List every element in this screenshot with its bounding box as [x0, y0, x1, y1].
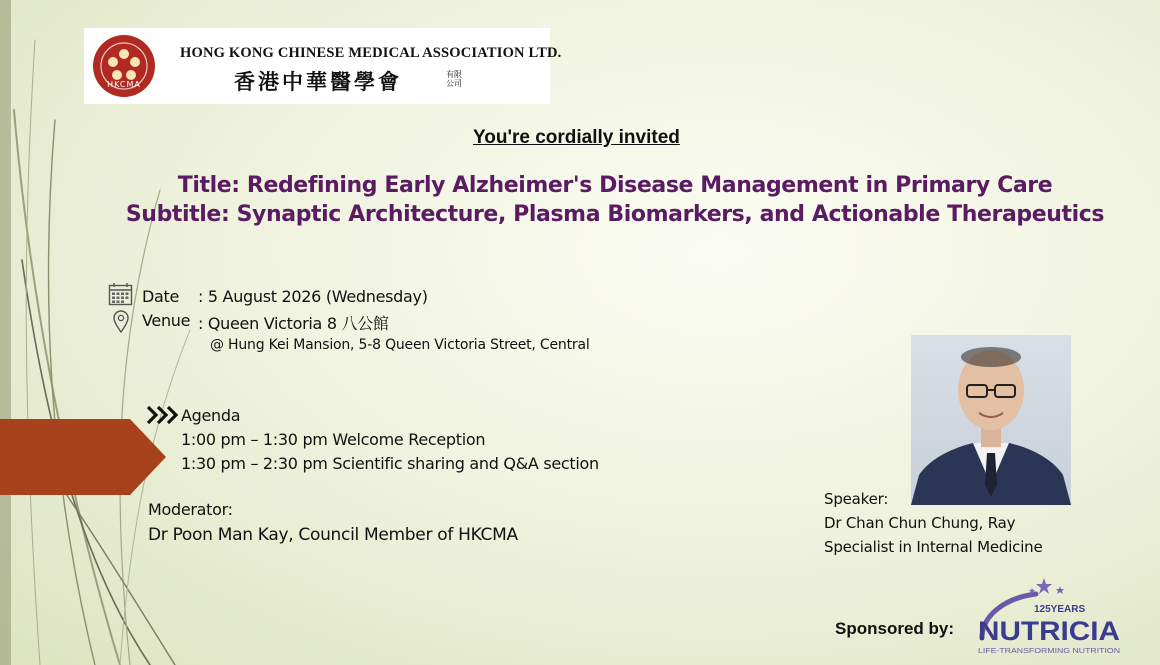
- location-pin-icon: [112, 310, 130, 334]
- agenda-item: 1:30 pm – 2:30 pm Scientific sharing and Q&A section: [181, 454, 599, 473]
- agenda-heading: Agenda: [181, 406, 241, 425]
- logo-tagline: LIFE-TRANSFORMING NUTRITION: [978, 646, 1120, 655]
- moderator-name: Dr Poon Man Kay, Council Member of HKCMA: [148, 525, 518, 545]
- venue-address: @ Hung Kei Mansion, 5-8 Queen Victoria Street, Central: [210, 337, 590, 353]
- org-name-zh-suffix: 有限公司: [446, 70, 462, 88]
- speaker-title: Specialist in Internal Medicine: [824, 538, 1043, 556]
- chevrons-icon: [146, 405, 178, 425]
- date-label: Date: [142, 287, 180, 306]
- org-name-zh: 香港中華醫學會: [234, 69, 402, 94]
- agenda-item: 1:00 pm – 1:30 pm Welcome Reception: [181, 430, 486, 449]
- org-name-en: HONG KONG CHINESE MEDICAL ASSOCIATION LTD.: [180, 45, 562, 61]
- venue-value: : Queen Victoria 8 八公館: [198, 314, 389, 333]
- speaker-photo: [911, 335, 1071, 505]
- event-title: Title: Redefining Early Alzheimer's Disease Management in Primary Care: [177, 173, 1053, 198]
- event-subtitle: Subtitle: Synaptic Architecture, Plasma Biomarkers, and Actionable Therapeutics: [125, 202, 1105, 227]
- accent-arrow-block: [0, 419, 166, 495]
- seal-text: HKCMA: [107, 80, 141, 89]
- invitation-heading: You're cordially invited: [473, 127, 680, 148]
- nutricia-logo: [974, 576, 1124, 660]
- logo-name: NUTRICIA: [978, 616, 1120, 646]
- speaker-name: Dr Chan Chun Chung, Ray: [824, 514, 1016, 532]
- date-value: : 5 August 2026 (Wednesday): [198, 287, 428, 306]
- logo-years: 125YEARS: [1034, 604, 1086, 615]
- hkcma-logo-banner: [84, 28, 562, 104]
- speaker-label: Speaker:: [824, 490, 889, 508]
- sponsor-label: Sponsored by:: [835, 619, 955, 638]
- moderator-label: Moderator:: [148, 500, 233, 519]
- venue-label: Venue: [142, 311, 191, 330]
- calendar-icon: [108, 282, 134, 306]
